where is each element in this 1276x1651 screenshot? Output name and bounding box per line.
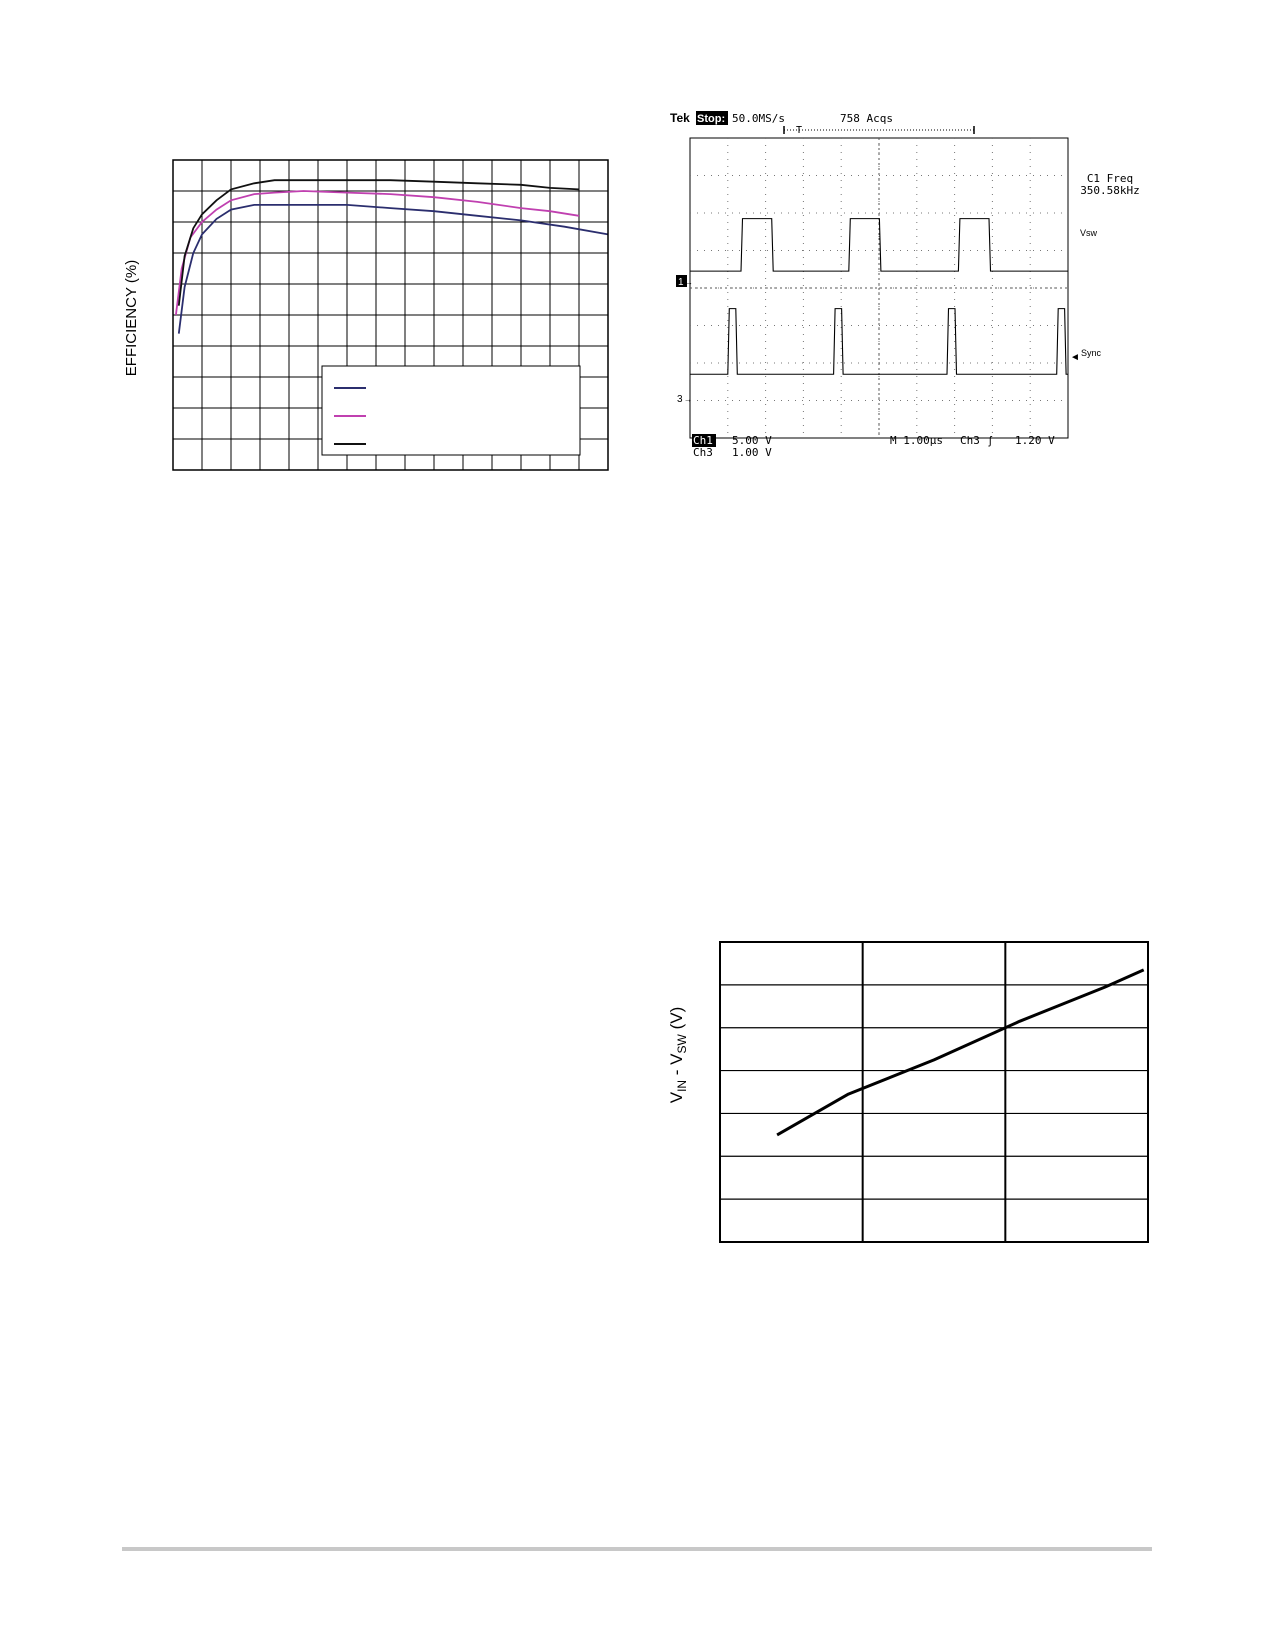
scope-channel-label-vsw: Vsw — [1080, 228, 1098, 238]
scope-ch3-marker: 3 — [677, 394, 683, 405]
scope-ch3-footer: Ch3 — [693, 446, 713, 459]
scope-trigger-slope-icon: ʃ — [989, 435, 992, 447]
scope-channel-label-sync: Sync — [1081, 348, 1102, 358]
efficiency-legend-box — [322, 366, 580, 455]
vin-vsw-y-axis-label: $V_{IN} - V_{SW}$ (V) — [667, 1006, 689, 1104]
scope-trigger-source: Ch3 — [960, 434, 980, 447]
vin-vsw-plot-frame — [720, 942, 1148, 1242]
scope-ch1-footer: Ch1 — [693, 434, 713, 447]
scope-panel — [640, 100, 1160, 485]
scope-sync-arrow: ◄ — [1070, 352, 1080, 363]
scope-brand: Tek — [670, 111, 690, 125]
page-footer-rule — [122, 1547, 1152, 1551]
efficiency-chart-panel — [0, 0, 640, 495]
vin-vsw-series-line — [777, 970, 1144, 1135]
scope-ch3-scale: 1.00 V — [732, 446, 772, 459]
scope-acquisitions: 758 Acqs — [840, 112, 893, 125]
scope-record-bar — [784, 126, 974, 134]
scope-measurement-value: 350.58kHz — [1080, 184, 1140, 197]
efficiency-chart — [0, 0, 640, 490]
vin-vsw-chart-panel — [640, 920, 1160, 1255]
scope-ch1-marker: 1 — [678, 277, 684, 288]
scope-state: Stop: — [697, 113, 726, 125]
scope-ch1-arrow: → — [685, 278, 693, 287]
vin-vsw-chart — [640, 920, 1160, 1250]
scope-trigger-marker: T — [796, 125, 803, 136]
scope-timebase: M 1.00µs — [890, 434, 943, 447]
scope-capture — [640, 100, 1160, 480]
scope-ch1-scale: 5.00 V — [732, 434, 772, 447]
scope-ch3-arrow: → — [684, 395, 692, 404]
scope-measurement-label: C1 Freq — [1086, 172, 1134, 185]
scope-sample-rate: 50.0MS/s — [732, 112, 785, 125]
efficiency-series-1-line — [179, 205, 608, 334]
efficiency-y-axis-label: EFFICIENCY (%) — [123, 259, 140, 377]
scope-trigger-level: 1.20 V — [1015, 434, 1055, 447]
